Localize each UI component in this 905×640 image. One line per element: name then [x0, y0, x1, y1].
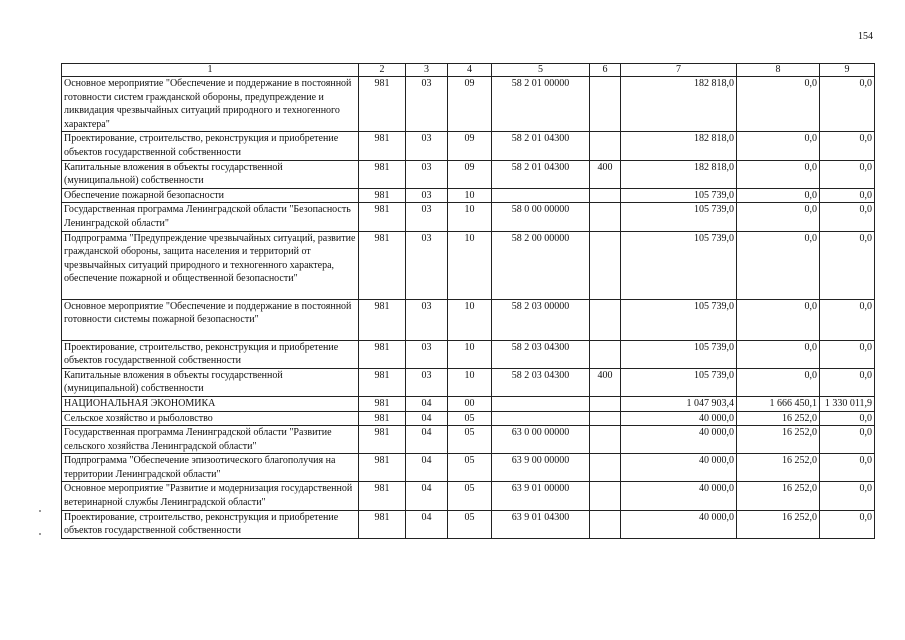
cell-section: 03	[406, 188, 448, 203]
table-row	[62, 482, 875, 510]
table-row	[62, 510, 875, 538]
cell-amount-year2: 0,0	[737, 203, 820, 231]
cell-amount-year3: 0,0	[820, 426, 875, 454]
cell-target-code: 58 0 00 00000	[492, 203, 590, 231]
cell-section: 04	[406, 454, 448, 482]
table-row	[62, 203, 875, 231]
cell-amount-year1: 1 047 903,4	[621, 396, 737, 411]
table-row	[62, 454, 875, 482]
cell-amount-year2: 1 666 450,1	[737, 396, 820, 411]
cell-section: 03	[406, 203, 448, 231]
table-row	[62, 77, 875, 132]
scan-artifact	[39, 510, 41, 512]
cell-amount-year2: 0,0	[737, 299, 820, 340]
cell-expense-type	[590, 396, 621, 411]
column-header: 1	[62, 64, 359, 77]
cell-expense-type	[590, 426, 621, 454]
table-row	[62, 368, 875, 396]
cell-target-code: 63 9 00 00000	[492, 454, 590, 482]
cell-subsection: 10	[448, 203, 492, 231]
cell-amount-year2: 0,0	[737, 231, 820, 299]
item-name: Капитальные вложения в объекты государственной (муниципальной) собственности	[62, 160, 359, 188]
cell-amount-year2: 0,0	[737, 77, 820, 132]
cell-target-code: 58 2 03 04300	[492, 368, 590, 396]
cell-amount-year3: 0,0	[820, 77, 875, 132]
cell-amount-year2: 0,0	[737, 188, 820, 203]
cell-amount-year2: 16 252,0	[737, 510, 820, 538]
cell-subsection: 05	[448, 426, 492, 454]
table-row	[62, 426, 875, 454]
cell-amount-year3: 0,0	[820, 510, 875, 538]
cell-target-code	[492, 396, 590, 411]
cell-target-code: 58 2 03 04300	[492, 340, 590, 368]
cell-amount-year3: 0,0	[820, 411, 875, 426]
cell-expense-type	[590, 482, 621, 510]
item-name: Проектирование, строительство, реконструкция и приобретение объектов государственной собственности	[62, 340, 359, 368]
cell-subsection: 09	[448, 132, 492, 160]
cell-amount-year1: 182 818,0	[621, 132, 737, 160]
cell-amount-year2: 0,0	[737, 368, 820, 396]
table-row	[62, 396, 875, 411]
cell-gov-code: 981	[359, 203, 406, 231]
item-name: Основное мероприятие "Обеспечение и поддержание в постоянной готовности систем гражданской обороны, предупреждение и ликвидация чрезвычайных ситуаций природного и техногенного характера"	[62, 77, 359, 132]
cell-amount-year1: 40 000,0	[621, 426, 737, 454]
cell-amount-year1: 182 818,0	[621, 77, 737, 132]
cell-amount-year3: 0,0	[820, 482, 875, 510]
cell-section: 04	[406, 426, 448, 454]
cell-expense-type	[590, 188, 621, 203]
cell-section: 03	[406, 368, 448, 396]
table-row	[62, 340, 875, 368]
table-row	[62, 132, 875, 160]
cell-subsection: 05	[448, 411, 492, 426]
item-name: Капитальные вложения в объекты государственной (муниципальной) собственности	[62, 368, 359, 396]
cell-subsection: 05	[448, 510, 492, 538]
cell-section: 03	[406, 340, 448, 368]
item-name: Основное мероприятие "Обеспечение и поддержание в постоянной готовности системы пожарной безопасности"	[62, 299, 359, 340]
item-name: Проектирование, строительство, реконструкция и приобретение объектов государственной собственности	[62, 510, 359, 538]
cell-section: 03	[406, 299, 448, 340]
cell-subsection: 10	[448, 231, 492, 299]
cell-expense-type	[590, 203, 621, 231]
cell-amount-year3: 0,0	[820, 132, 875, 160]
cell-amount-year1: 105 739,0	[621, 188, 737, 203]
cell-subsection: 09	[448, 160, 492, 188]
cell-expense-type	[590, 454, 621, 482]
cell-target-code: 63 0 00 00000	[492, 426, 590, 454]
cell-target-code: 58 2 01 04300	[492, 132, 590, 160]
cell-amount-year3: 0,0	[820, 368, 875, 396]
cell-subsection: 05	[448, 454, 492, 482]
column-header: 2	[359, 64, 406, 77]
cell-amount-year2: 16 252,0	[737, 426, 820, 454]
cell-amount-year3: 0,0	[820, 299, 875, 340]
cell-target-code: 58 2 03 00000	[492, 299, 590, 340]
cell-gov-code: 981	[359, 231, 406, 299]
cell-amount-year2: 0,0	[737, 160, 820, 188]
cell-section: 04	[406, 510, 448, 538]
cell-amount-year1: 105 739,0	[621, 231, 737, 299]
cell-gov-code: 981	[359, 482, 406, 510]
cell-gov-code: 981	[359, 340, 406, 368]
cell-target-code: 58 2 01 00000	[492, 77, 590, 132]
cell-subsection: 00	[448, 396, 492, 411]
cell-amount-year1: 40 000,0	[621, 411, 737, 426]
cell-expense-type	[590, 340, 621, 368]
cell-amount-year2: 16 252,0	[737, 454, 820, 482]
cell-amount-year1: 105 739,0	[621, 299, 737, 340]
cell-target-code: 58 2 00 00000	[492, 231, 590, 299]
cell-subsection: 05	[448, 482, 492, 510]
cell-amount-year2: 16 252,0	[737, 411, 820, 426]
cell-amount-year3: 0,0	[820, 340, 875, 368]
cell-amount-year1: 40 000,0	[621, 454, 737, 482]
cell-amount-year3: 1 330 011,9	[820, 396, 875, 411]
table-row	[62, 411, 875, 426]
table-row	[62, 231, 875, 299]
cell-subsection: 10	[448, 299, 492, 340]
cell-gov-code: 981	[359, 510, 406, 538]
cell-section: 03	[406, 77, 448, 132]
cell-section: 04	[406, 482, 448, 510]
cell-amount-year1: 105 739,0	[621, 368, 737, 396]
column-header: 9	[820, 64, 875, 77]
cell-amount-year3: 0,0	[820, 160, 875, 188]
cell-gov-code: 981	[359, 454, 406, 482]
column-header: 8	[737, 64, 820, 77]
cell-section: 04	[406, 411, 448, 426]
cell-target-code: 63 9 01 04300	[492, 510, 590, 538]
cell-amount-year2: 0,0	[737, 340, 820, 368]
item-name: Обеспечение пожарной безопасности	[62, 188, 359, 203]
cell-expense-type	[590, 231, 621, 299]
cell-gov-code: 981	[359, 368, 406, 396]
cell-gov-code: 981	[359, 426, 406, 454]
scan-artifact	[39, 533, 41, 535]
cell-subsection: 10	[448, 368, 492, 396]
cell-expense-type	[590, 299, 621, 340]
cell-amount-year1: 40 000,0	[621, 510, 737, 538]
cell-amount-year1: 182 818,0	[621, 160, 737, 188]
column-header: 7	[621, 64, 737, 77]
table-row	[62, 188, 875, 203]
cell-gov-code: 981	[359, 411, 406, 426]
cell-gov-code: 981	[359, 160, 406, 188]
cell-amount-year2: 16 252,0	[737, 482, 820, 510]
cell-amount-year1: 105 739,0	[621, 203, 737, 231]
cell-amount-year3: 0,0	[820, 203, 875, 231]
cell-amount-year1: 105 739,0	[621, 340, 737, 368]
cell-target-code: 58 2 01 04300	[492, 160, 590, 188]
cell-expense-type	[590, 77, 621, 132]
cell-gov-code: 981	[359, 188, 406, 203]
column-header: 6	[590, 64, 621, 77]
column-header: 5	[492, 64, 590, 77]
cell-section: 04	[406, 396, 448, 411]
cell-amount-year3: 0,0	[820, 231, 875, 299]
cell-target-code	[492, 411, 590, 426]
cell-expense-type	[590, 411, 621, 426]
item-name: НАЦИОНАЛЬНАЯ ЭКОНОМИКА	[62, 396, 359, 411]
item-name: Основное мероприятие "Развитие и модернизация государственной ветеринарной службы Ленинградской области"	[62, 482, 359, 510]
cell-subsection: 09	[448, 77, 492, 132]
cell-section: 03	[406, 231, 448, 299]
item-name: Государственная программа Ленинградской области "Безопасность Ленинградской области"	[62, 203, 359, 231]
item-name: Проектирование, строительство, реконструкция и приобретение объектов государственной собственности	[62, 132, 359, 160]
cell-gov-code: 981	[359, 299, 406, 340]
cell-target-code	[492, 188, 590, 203]
page-number: 154	[858, 31, 873, 42]
table-row	[62, 299, 875, 340]
cell-expense-type	[590, 132, 621, 160]
cell-amount-year3: 0,0	[820, 188, 875, 203]
item-name: Подпрограмма "Предупреждение чрезвычайных ситуаций, развитие гражданской обороны, защита населения и территорий от чрезвычайных ситуаций природного и техногенного характера, обеспечение пожарной и общественной безопасности"	[62, 231, 359, 299]
cell-gov-code: 981	[359, 396, 406, 411]
column-header: 3	[406, 64, 448, 77]
item-name: Сельское хозяйство и рыболовство	[62, 411, 359, 426]
cell-subsection: 10	[448, 340, 492, 368]
cell-gov-code: 981	[359, 132, 406, 160]
budget-table	[61, 63, 875, 539]
item-name: Государственная программа Ленинградской области "Развитие сельского хозяйства Ленинградской области"	[62, 426, 359, 454]
cell-gov-code: 981	[359, 77, 406, 132]
item-name: Подпрограмма "Обеспечение эпизоотического благополучия на территории Ленинградской области"	[62, 454, 359, 482]
table-body	[62, 77, 875, 539]
cell-expense-type: 400	[590, 160, 621, 188]
cell-expense-type	[590, 510, 621, 538]
cell-section: 03	[406, 160, 448, 188]
header-row	[62, 64, 875, 77]
cell-amount-year3: 0,0	[820, 454, 875, 482]
cell-section: 03	[406, 132, 448, 160]
cell-amount-year1: 40 000,0	[621, 482, 737, 510]
cell-expense-type: 400	[590, 368, 621, 396]
cell-subsection: 10	[448, 188, 492, 203]
cell-target-code: 63 9 01 00000	[492, 482, 590, 510]
cell-amount-year2: 0,0	[737, 132, 820, 160]
column-header: 4	[448, 64, 492, 77]
table-row	[62, 160, 875, 188]
